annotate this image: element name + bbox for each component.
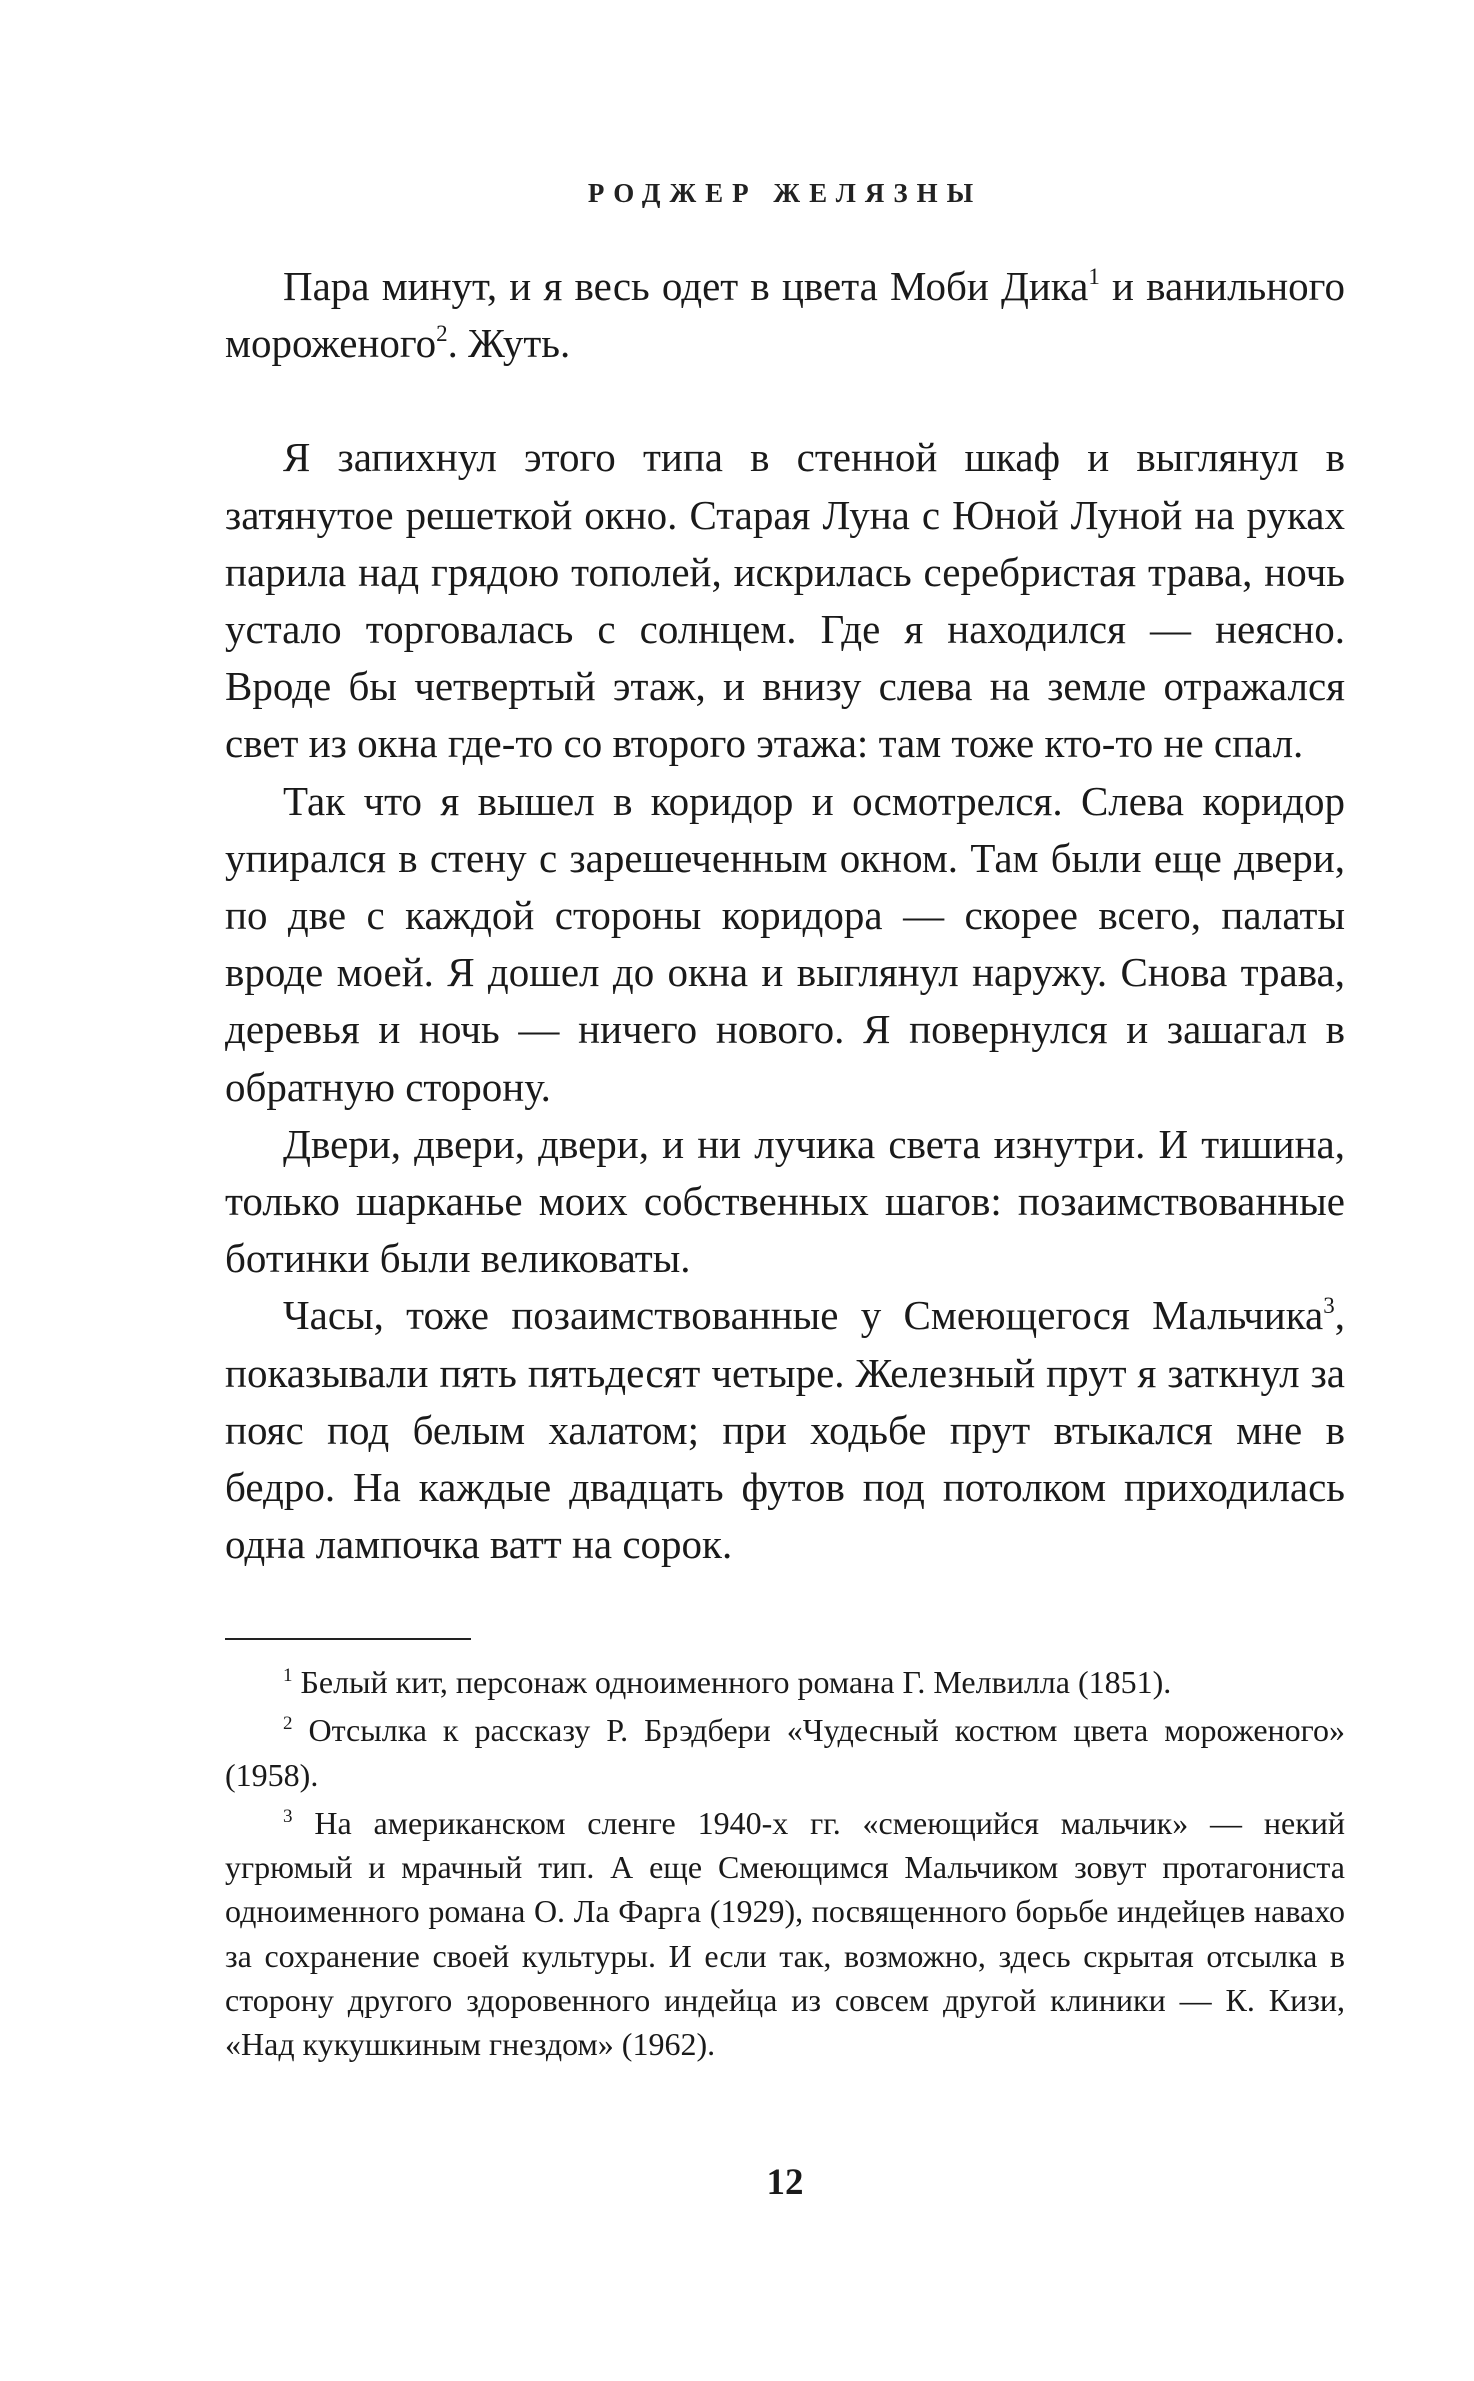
footnote-mark-3: 3: [283, 1805, 293, 1827]
footnote-3: [225, 1801, 1345, 2067]
footnote-divider: [225, 1638, 471, 1640]
footnote-mark-1: 1: [283, 1665, 293, 1686]
paragraph-5-part-b: , показывали пять пятьдесят четыре. Железный прут я заткнул за пояс под белым халатом; при ходьбе прут втыкался мне в бедро. На каждые двадцать футов под потолком приходилась одна лампочка ватт на сорок.: [225, 1292, 1345, 1568]
footnote-text-3: На американском сленге 1940-х гг. «смеющийся мальчик» — некий угрюмый и мрачный тип. А еще Смеющимся Мальчиком зовут протагониста одноименного романа О. Ла Фарга (1929), посвященного борьбе индейцев навахо за сохранение своей культуры. И если так, возможно, здесь скрытая отсылка в сторону другого здоровенного индейца из совсем другой клиники — К. Кизи, «Над кукушкиным гнездом» (1962).: [225, 1804, 1346, 2063]
paragraph-5: [225, 1287, 1345, 1573]
footnote-text-1: Белый кит, персонаж одноименного романа Г. Мелвилла (1851).: [300, 1664, 1172, 1700]
page-number: 12: [766, 2162, 804, 2203]
footnote-mark-2: 2: [283, 1713, 293, 1735]
paragraph-3: Так что я вышел в коридор и осмотрелся. Слева коридор упирался в стену с зарешеченным окном. Там были еще двери, по две с каждой стороны коридора — скорее всего, палаты вроде моей. Я дошел до окна и выглянул наружу. Снова трава, деревья и ночь — ничего нового. Я повернулся и зашагал в обратную сторону.: [225, 777, 1345, 1110]
footnote-ref-3: 3: [1323, 1293, 1335, 1319]
footnote-1: [225, 1660, 1345, 1704]
paragraph-5-part-a: Часы, тоже позаимствованные у Смеющегося Мальчика: [283, 1292, 1324, 1339]
paragraph-1-part-c: . Жуть.: [447, 320, 571, 367]
footnote-text-2: Отсылка к рассказу Р. Брэдбери «Чудесный костюм цвета мороженого» (1958).: [225, 1712, 1346, 1793]
paragraph-1: [225, 258, 1345, 372]
body-text: [225, 258, 1345, 1573]
paragraph-4: Двери, двери, двери, и ни лучика света изнутри. И тишина, только шарканье моих собственных шагов: позаимствованные ботинки были великоваты.: [225, 1120, 1345, 1282]
footnote-2: [225, 1708, 1345, 1797]
paragraph-1-part-a: Пара минут, и я весь одет в цвета Моби Дика: [283, 263, 1089, 309]
footnote-ref-2: 2: [436, 321, 448, 347]
footnote-ref-1: 1: [1088, 264, 1100, 289]
book-page: [225, 0, 1345, 2381]
paragraph-2: Я запихнул этого типа в стенной шкаф и выглянул в затянутое решеткой окно. Старая Луна с Юной Луной на руках парила над грядою тополей, искрилась серебристая трава, ночь устало торговалась с солнцем. Где я находился — неясно. Вроде бы четвертый этаж, и внизу слева на земле отражался свет из окна где-то со второго этажа: там тоже кто-то не спал.: [225, 434, 1345, 767]
footnotes: [225, 1660, 1345, 2071]
paragraph-1-part-b: и ванильного мороженого: [225, 263, 1345, 367]
running-head: РОДЖЕР ЖЕЛЯЗНЫ: [587, 178, 983, 208]
